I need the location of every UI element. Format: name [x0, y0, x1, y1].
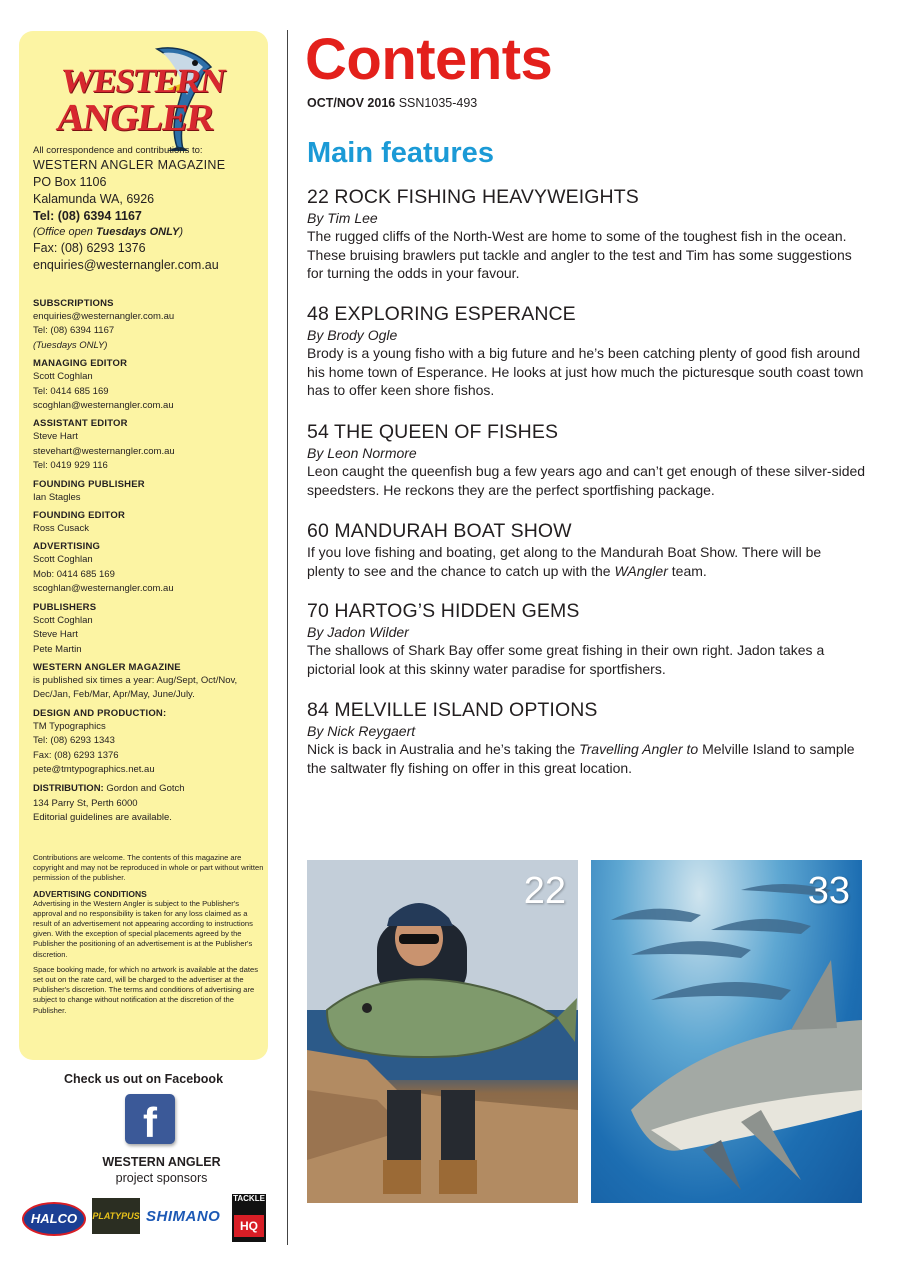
credit-line: Tel: (08) 6293 1343	[33, 735, 115, 747]
space-booking-notice: Space booking made, for which no artwork is available at the dates set out on the rate card, will be charged to the advertiser at the Publisher's discretion. The terms and conditions of advertising are subject to change without notification at the discretion of the Publisher.	[33, 964, 258, 1015]
credit-heading: SUBSCRIPTIONS	[33, 298, 114, 309]
credit-line: Ross Cusack	[33, 523, 89, 535]
credit-heading: FOUNDING PUBLISHER	[33, 478, 145, 490]
advertising-conditions-heading: ADVERTISING CONDITIONS	[33, 888, 147, 899]
feature-byline: By Tim Lee	[307, 210, 378, 226]
page-title: Contents	[305, 27, 553, 92]
distribution-line: DISTRIBUTION: Gordon and Gotch	[33, 783, 185, 795]
contact-po-box: PO Box 1106	[33, 175, 107, 189]
sponsors-subheading: project sponsors	[115, 1171, 208, 1185]
contact-city: Kalamunda WA, 6926	[33, 192, 155, 206]
credit-design-production	[33, 708, 263, 778]
credit-line[interactable]: scoghlan@westernangler.com.au	[33, 400, 174, 412]
fine-print	[33, 853, 265, 1021]
credit-line: Scott Coghlan	[33, 554, 93, 566]
credit-heading: MANAGING EDITOR	[33, 358, 128, 370]
feature-item[interactable]	[307, 599, 867, 678]
credit-note: (Tuesdays ONLY)	[33, 339, 108, 351]
credit-founding-editor	[33, 510, 263, 536]
masthead-sidebar	[19, 31, 268, 1060]
credit-line: Dec/Jan, Feb/Mar, Apr/May, June/July.	[33, 689, 195, 701]
feature-photo-rock-fishing[interactable]	[307, 860, 578, 1203]
contributions-notice: Contributions are welcome. The contents of this magazine are copyright and may not be reproduced in whole or part without written permission of the publisher.	[33, 853, 264, 883]
credit-line: Scott Coghlan	[33, 614, 93, 626]
credit-advertising	[33, 541, 263, 596]
contact-office-hours: (Office open Tuesdays ONLY)	[33, 226, 183, 238]
credit-founding-publisher	[33, 479, 263, 505]
feature-item[interactable]	[307, 420, 867, 499]
credit-heading: FOUNDING EDITOR	[33, 510, 126, 522]
credit-line[interactable]: enquiries@westernangler.com.au	[33, 311, 175, 322]
contact-fax: Fax: (08) 6293 1376	[33, 241, 146, 255]
credit-line: TM Typographics	[33, 720, 106, 732]
logo-line-1: WESTERN	[58, 63, 227, 100]
facebook-label: Check us out on Facebook	[63, 1072, 224, 1086]
credit-line: Tel: 0414 685 169	[33, 385, 109, 397]
staff-credits	[33, 293, 263, 826]
tackle-hq-logo: TACKLE HQ	[232, 1194, 266, 1242]
credit-publishers	[33, 602, 263, 657]
advertising-conditions-text: Advertising in the Western Angler is subject to the Publisher's approval and no responsibility is taken for any loss claimed as a result of an advertisement not appearing according to instructions given. With the exception of special placements agreed by the Publisher the positioning of an advertisement is at the Publisher's discretion.	[33, 898, 253, 959]
credit-heading: WESTERN ANGLER MAGAZINE	[33, 661, 181, 673]
credit-line: Editorial guidelines are available.	[33, 812, 172, 824]
feature-description: Leon caught the queenfish bug a few years ago and can’t get enough of these silver-sided speedsters. He reckons they are the perfect sportfishing package.	[307, 463, 866, 498]
credit-subscriptions	[33, 298, 263, 353]
feature-description: The rugged cliffs of the North-West are home to some of the toughest fish in the ocean. These bruising brawlers put tackle and angler to the test and Tim has some suggestions for turning the odds in your favour.	[307, 228, 852, 281]
credit-line: Tel: (08) 6394 1167	[33, 325, 115, 337]
feature-description: Nick is back in Australia and he’s taking the Travelling Angler to Melville Island to sample the saltwater fly fishing on offer in this great location.	[307, 741, 855, 776]
shimano-logo: SHIMANO	[146, 1208, 221, 1225]
credit-line[interactable]: pete@tmtypographics.net.au	[33, 763, 155, 775]
feature-description: If you love fishing and boating, get along to the Mandurah Boat Show. There will be plenty to see and the chance to catch up with the WAngler team.	[307, 544, 822, 579]
contact-intro: All correspondence and contributions to:	[33, 145, 203, 156]
feature-item[interactable]	[307, 302, 867, 400]
credit-heading: ASSISTANT EDITOR	[33, 418, 128, 430]
feature-description: The shallows of Shark Bay offer some great fishing in their own right. Jadon takes a pictorial look at this skinny water paradise for sportfishers.	[307, 642, 825, 677]
feature-title[interactable]: 84 MELVILLE ISLAND OPTIONS	[307, 699, 598, 721]
credit-managing-editor	[33, 358, 263, 413]
credit-assistant-editor	[33, 418, 263, 473]
feature-item[interactable]	[307, 519, 827, 580]
sponsors-heading: WESTERN ANGLER	[102, 1155, 221, 1169]
credit-line: Fax: (08) 6293 1376	[33, 749, 119, 761]
western-angler-logo	[49, 43, 227, 151]
credit-line: Steve Hart	[33, 629, 78, 641]
feature-byline: By Jadon Wilder	[307, 624, 409, 640]
credit-line: Ian Stagles	[33, 491, 81, 503]
credit-line: Mob: 0414 685 169	[33, 568, 115, 580]
section-heading: Main features	[307, 137, 494, 169]
photo-page-number: 22	[523, 870, 566, 912]
column-divider	[287, 30, 288, 1245]
feature-title[interactable]: 70 HARTOG’S HIDDEN GEMS	[307, 600, 580, 622]
issue-info: OCT/NOV 2016 SSN1035-493	[307, 96, 478, 110]
credit-line: Steve Hart	[33, 431, 78, 443]
platypus-logo: PLATYPUS	[92, 1198, 140, 1234]
contact-magazine-name: WESTERN ANGLER MAGAZINE	[33, 158, 226, 172]
feature-byline: By Nick Reygaert	[307, 723, 416, 739]
feature-photo-sharks[interactable]	[591, 860, 862, 1203]
credit-distribution	[33, 782, 263, 825]
photo-page-number: 33	[807, 870, 850, 912]
credit-heading: DESIGN AND PRODUCTION:	[33, 707, 167, 719]
credit-line: Tel: 0419 929 116	[33, 460, 108, 472]
facebook-icon[interactable]: f	[125, 1094, 175, 1144]
credit-line: 134 Parry St, Perth 6000	[33, 797, 138, 809]
contact-phone: Tel: (08) 6394 1167	[33, 209, 142, 223]
credit-heading: PUBLISHERS	[33, 601, 97, 613]
credit-line[interactable]: stevehart@westernangler.com.au	[33, 445, 175, 457]
sponsor-logos	[20, 1194, 270, 1244]
feature-title[interactable]: 22 ROCK FISHING HEAVYWEIGHTS	[307, 186, 639, 208]
contact-email[interactable]: enquiries@westernangler.com.au	[33, 258, 219, 272]
credit-heading: ADVERTISING	[33, 541, 101, 553]
feature-byline: By Brody Ogle	[307, 327, 398, 343]
feature-title[interactable]: 54 THE QUEEN OF FISHES	[307, 421, 559, 443]
credit-line[interactable]: scoghlan@westernangler.com.au	[33, 583, 174, 595]
logo-line-2: ANGLER	[54, 97, 217, 139]
feature-description: Brody is a young fisho with a big future and he’s been catching plenty of good fish around his home town of Esperance. He looks at just how much the picturesque south coast town has to offer keen shore fishos.	[307, 345, 864, 398]
halco-logo: HALCO	[22, 1202, 86, 1236]
feature-item[interactable]	[307, 698, 867, 777]
feature-title[interactable]: 60 MANDURAH BOAT SHOW	[307, 520, 572, 542]
credit-line: Scott Coghlan	[33, 371, 93, 383]
feature-item[interactable]	[307, 185, 867, 283]
credit-publication-schedule	[33, 662, 263, 703]
credit-line: Pete Martin	[33, 643, 82, 655]
contact-block	[33, 145, 258, 274]
feature-title[interactable]: 48 EXPLORING ESPERANCE	[307, 303, 576, 325]
feature-byline: By Leon Normore	[307, 445, 417, 461]
credit-line: is published six times a year: Aug/Sept, Oct/Nov,	[33, 674, 238, 686]
